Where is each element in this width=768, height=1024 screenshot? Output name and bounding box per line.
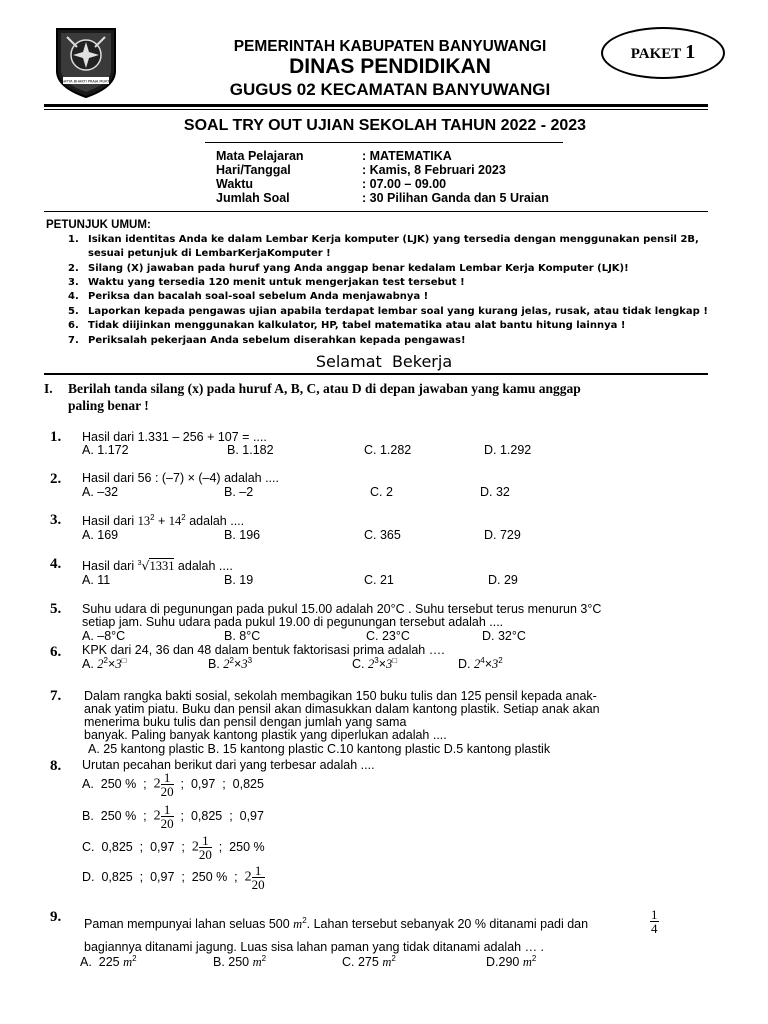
question-number: 9. — [50, 909, 62, 925]
paket-number: 1 — [685, 41, 696, 63]
option-label: C. — [352, 657, 365, 672]
option-b — [82, 803, 264, 830]
question-number: 8. — [50, 758, 62, 774]
prime-exponent: 2 — [498, 656, 503, 665]
options-line: A. 25 kantong plastic B. 15 kantong plastic C.10 kantong plastic D.5 kantong plastik — [88, 742, 551, 756]
root-index: 3 — [137, 559, 142, 567]
prime-exponent: 4 — [480, 656, 485, 665]
question-text-line2: setiap jam. Suhu udara pada pukul 19.00 di pegunungan tersebut adalah .... — [82, 615, 504, 629]
mixed-fraction — [161, 771, 174, 798]
section-instruction-line2: paling benar ! — [68, 398, 149, 413]
mixed-whole: 2 — [191, 839, 199, 855]
instruction-number: 7. — [68, 335, 79, 346]
area-unit: m — [382, 955, 392, 970]
times-sign: × — [378, 657, 386, 672]
info-value: : 07.00 – 09.00 — [362, 177, 447, 191]
exam-title: SOAL TRY OUT UJIAN SEKOLAH TAHUN 2022 - 2023 — [183, 117, 587, 134]
fraction-numerator: 1 — [252, 864, 265, 878]
option-text: C. 275 — [342, 955, 383, 970]
area-unit: m — [252, 955, 262, 970]
mixed-whole: 2 — [153, 776, 161, 792]
option-d — [486, 954, 536, 970]
mixed-whole: 2 — [244, 869, 252, 885]
instructions-title: PETUNJUK UMUM: — [46, 219, 151, 231]
mixed-fraction — [161, 803, 174, 830]
root-sign: √ — [141, 558, 150, 573]
option-label: A. — [82, 657, 94, 672]
instruction-text: Tidak diijinkan menggunakan kalkulator, HP, tabel matematika atau alat bantu hitung lainnya ! — [88, 320, 626, 331]
fraction-quarter — [650, 908, 659, 935]
option-label: B. — [82, 808, 94, 823]
prime-base: 3 — [386, 657, 393, 672]
option-part: ; 250 % — [218, 839, 265, 854]
option-part: 250 % ; — [100, 808, 147, 823]
info-label: Hari/Tanggal — [216, 163, 291, 177]
instruction-text: Laporkan kepada pengawas ujian apabila terdapat lembar soal yang kurang jelas, rusak, atau tidak lengkap ! — [88, 306, 708, 317]
prime-base: 2 — [223, 657, 230, 672]
option-b — [213, 954, 266, 970]
option-c: C. 1.282 — [364, 443, 412, 457]
option-d: D. 29 — [488, 573, 518, 587]
power-base: 14 — [168, 514, 182, 529]
prime-exponent: 3 — [374, 656, 379, 665]
option-b: B. –2 — [224, 485, 254, 499]
option-part: 0,825 ; 0,97 ; 250 % ; — [101, 869, 238, 884]
question-text — [82, 513, 244, 529]
option-d: D. 729 — [484, 528, 521, 542]
unit-exponent: 2 — [531, 954, 537, 963]
paket-word: PAKET — [630, 46, 682, 62]
question-text-line2: anak yatim piatu. Buku dan pensil akan dimasukkan dalam kantong plastik. Setiap anak akan — [84, 702, 600, 716]
prime-exponent: 2 — [103, 656, 108, 665]
option-a: A. 169 — [82, 528, 119, 542]
selamat-bekerja: Selamat Bekerja — [315, 352, 453, 371]
question-number: 3. — [50, 512, 62, 528]
option-text: B. 250 — [213, 955, 253, 970]
question-text: Hasil dari 56 : (–7) × (–4) adalah .... — [82, 471, 279, 485]
option-b: B. 1.182 — [227, 443, 274, 457]
prime-base: 2 — [473, 657, 481, 672]
prime-exponent: □ — [121, 656, 127, 665]
option-a — [80, 954, 137, 970]
option-d — [458, 656, 503, 672]
prime-base: 2 — [97, 657, 104, 672]
paket-badge — [601, 27, 725, 79]
area-unit: m — [293, 917, 303, 932]
option-b: B. 19 — [224, 573, 254, 587]
question-text-line4: banyak. Paling banyak kantong plastik yang diperlukan adalah .... — [84, 728, 447, 742]
option-c — [82, 834, 265, 861]
prime-base: 3 — [115, 657, 122, 672]
question-text-line1: Suhu udara di pegunungan pada pukul 15.00 adalah 20°C . Suhu tersebut terus menurun 3°C — [82, 602, 602, 616]
instruction-number: 5. — [68, 306, 79, 317]
instruction-number: 6. — [68, 320, 79, 331]
prime-base: 2 — [367, 657, 375, 672]
option-text: A. 225 — [80, 955, 124, 970]
question-text-pre: Paman mempunyai lahan seluas 500 — [84, 917, 294, 932]
area-unit: m — [522, 955, 532, 970]
district-line: GUGUS 02 KECAMATAN BANYUWANGI — [229, 80, 551, 99]
banyuwangi-regency-logo — [53, 25, 119, 99]
section-number: I. — [44, 381, 53, 396]
unit-exponent: 2 — [132, 954, 137, 963]
prime-base: 3 — [492, 657, 499, 672]
option-d: D. 32°C — [482, 629, 526, 643]
instruction-text: sesuai petunjuk di LembarKerjaKomputer ! — [88, 248, 331, 259]
question-number: 1. — [50, 429, 62, 445]
fraction-denominator: 20 — [198, 847, 212, 862]
unit-exponent: 2 — [391, 954, 396, 963]
option-text: D.290 — [486, 955, 523, 970]
question-number: 6. — [50, 644, 62, 660]
option-a: A. 11 — [82, 573, 111, 587]
option-c: C. 21 — [364, 573, 394, 587]
option-c — [352, 656, 397, 672]
question-text: Hasil dari 1.331 – 256 + 107 = .... — [82, 430, 267, 444]
instruction-number: 4. — [68, 291, 79, 302]
power-exponent: 2 — [150, 513, 155, 522]
info-label: Mata Pelajaran — [216, 149, 304, 163]
option-b: B. 8°C — [224, 629, 261, 643]
section-instruction-line1: Berilah tanda silang (x) pada huruf A, B, C, atau D di depan jawaban yang kamu anggap — [68, 381, 581, 396]
question-text — [82, 558, 233, 574]
option-label: D. — [458, 657, 471, 672]
prime-exponent: 2 — [229, 656, 234, 665]
agency-line: DINAS PENDIDIKAN — [289, 55, 491, 78]
info-divider — [44, 211, 708, 212]
question-text-line2: bagiannya ditanami jagung. Luas sisa lahan paman yang tidak ditanami adalah … . — [84, 940, 545, 954]
option-b — [208, 656, 252, 672]
mixed-whole: 2 — [153, 808, 161, 824]
unit-exponent: 2 — [261, 954, 267, 963]
area-unit: m — [123, 955, 133, 970]
question-number: 5. — [50, 601, 62, 617]
instruction-text: Periksalah pekerjaan Anda sebelum diserahkan kepada pengawas! — [88, 335, 466, 346]
fraction-numerator: 1 — [161, 771, 174, 785]
option-label: D. — [82, 869, 95, 884]
times-sign: × — [484, 657, 492, 672]
question-text: Urutan pecahan berikut dari yang terbesar adalah .... — [82, 758, 375, 772]
question-text-line1: Dalam rangka bakti sosial, sekolah membagikan 150 buku tulis dan 125 pensil kepada anak- — [84, 689, 597, 703]
question-text: KPK dari 24, 36 dan 48 dalam bentuk faktorisasi prima adalah …. — [82, 643, 445, 657]
question-text-pre: Hasil dari — [82, 514, 138, 529]
fraction-numerator: 1 — [199, 834, 212, 848]
fraction-numerator: 1 — [161, 803, 174, 817]
option-d — [82, 864, 265, 891]
option-a: A. 1.172 — [82, 443, 129, 457]
unit-exponent: 2 — [302, 916, 307, 925]
info-value: : MATEMATIKA — [362, 149, 452, 163]
question-number: 2. — [50, 471, 62, 487]
government-line: PEMERINTAH KABUPATEN BANYUWANGI — [233, 38, 547, 55]
option-a: A. –32 — [82, 485, 119, 499]
instruction-number: 2. — [68, 263, 79, 274]
option-label: A. — [82, 776, 94, 791]
option-label: C. — [82, 839, 95, 854]
option-part: ; 0,97 ; 0,825 — [180, 776, 264, 791]
instruction-number: 1. — [68, 234, 79, 245]
fraction-denominator: 20 — [160, 816, 174, 831]
question-text-line1 — [84, 916, 588, 932]
times-sign: × — [234, 657, 242, 672]
info-value: : Kamis, 8 Februari 2023 — [362, 163, 506, 177]
option-c: C. 2 — [370, 485, 393, 499]
instruction-number: 3. — [68, 277, 79, 288]
instruction-text: Periksa dan bacalah soal-soal sebelum Anda menjawabnya ! — [88, 291, 429, 302]
mixed-fraction — [252, 864, 265, 891]
info-label: Jumlah Soal — [216, 191, 290, 205]
question-number: 7. — [50, 688, 62, 704]
option-d: D. 1.292 — [484, 443, 532, 457]
info-value: : 30 Pilihan Ganda dan 5 Uraian — [362, 191, 549, 205]
prime-base: 3 — [241, 657, 248, 672]
question-text-pre: Hasil dari — [82, 559, 138, 573]
question-text-post: adalah .... — [185, 514, 245, 529]
title-underline — [205, 142, 563, 143]
question-text-line3: menerima buku tulis dan pensil dengan jumlah yang sama — [84, 715, 407, 729]
option-d: D. 32 — [480, 485, 510, 499]
option-c — [342, 954, 396, 970]
option-part: ; 0,825 ; 0,97 — [180, 808, 264, 823]
option-c: C. 23°C — [366, 629, 410, 643]
mixed-fraction — [199, 834, 212, 861]
option-a — [82, 771, 264, 798]
fraction-denominator: 20 — [251, 877, 265, 892]
option-c: C. 365 — [364, 528, 401, 542]
question-number: 4. — [50, 556, 62, 572]
option-b: B. 196 — [224, 528, 261, 542]
times-sign: × — [108, 657, 116, 672]
instruction-text: Silang (X) jawaban pada huruf yang Anda anggap benar kedalam Lembar Kerja Komputer (LJK)! — [88, 263, 629, 274]
question-text-post: . Lahan tersebut sebanyak 20 % ditanami padi dan — [306, 917, 589, 932]
fraction-denominator: 4 — [651, 921, 658, 936]
header-divider-double — [44, 104, 708, 110]
question-text-post: adalah .... — [174, 559, 233, 573]
logo-motto: SATYA BHAKTI PRAJA MUKTI — [61, 79, 111, 84]
instruction-text: Waktu yang tersedia 120 menit untuk mengerjakan test tersebut ! — [88, 277, 465, 288]
power-base: 13 — [137, 514, 151, 529]
fraction-numerator: 1 — [651, 907, 658, 922]
option-a: A. –8°C — [82, 629, 126, 643]
radicand: 1331 — [149, 559, 175, 573]
prime-exponent: □ — [392, 656, 398, 665]
plus-sign: + — [154, 514, 169, 529]
option-a — [82, 656, 126, 672]
info-label: Waktu — [216, 177, 254, 191]
prime-exponent: 3 — [247, 656, 253, 665]
option-part: 250 % ; — [100, 776, 147, 791]
power-exponent: 2 — [181, 513, 186, 522]
option-part: 0,825 ; 0,97 ; — [101, 839, 185, 854]
option-label: B. — [208, 657, 220, 672]
instruction-text: Isikan identitas Anda ke dalam Lembar Kerja komputer (LJK) yang tersedia dengan menggunakan pensil 2B, — [88, 234, 699, 245]
fraction-denominator: 20 — [160, 784, 174, 799]
section-divider — [44, 373, 708, 375]
